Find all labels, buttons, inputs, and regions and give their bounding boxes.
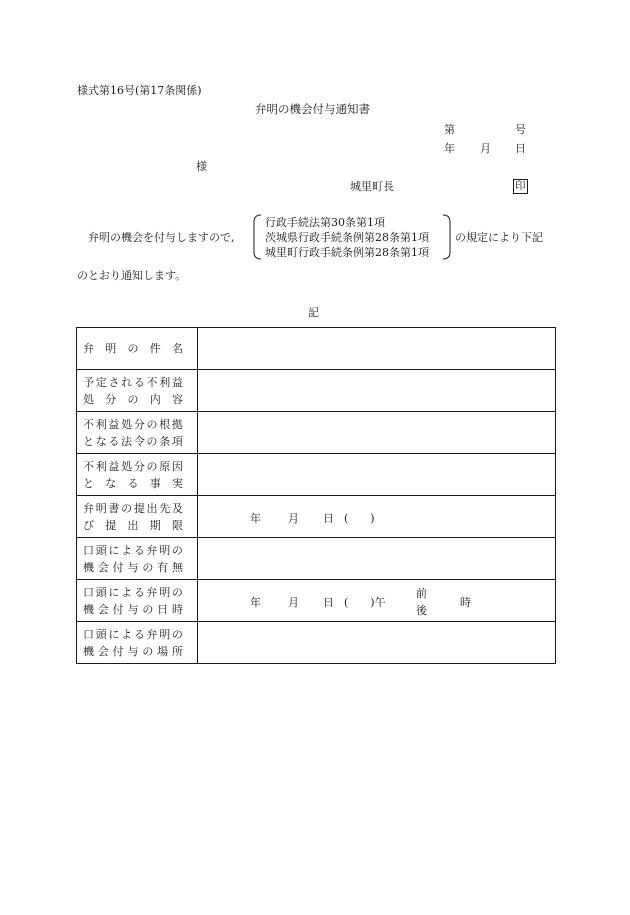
label-char: 付 <box>112 644 124 658</box>
label-line <box>83 340 183 357</box>
notice-table <box>76 327 556 664</box>
label-char: 法 <box>121 434 133 448</box>
label-char: と <box>83 476 94 490</box>
label-char: 与 <box>127 602 139 616</box>
label-line <box>83 374 183 391</box>
label-char: 弁 <box>146 627 158 641</box>
label-char: 与 <box>127 644 139 658</box>
row-label-disposition <box>77 370 198 412</box>
label-line <box>83 416 183 433</box>
law-item: 茨城県行政手続条例第28条第1項 <box>265 231 429 244</box>
label-char: 根 <box>159 417 171 431</box>
label-char: 不 <box>83 459 94 473</box>
label-char: 明 <box>159 627 171 641</box>
label-char: 与 <box>127 560 139 574</box>
ki-heading: 記 <box>308 306 319 319</box>
label-char: に <box>108 543 120 557</box>
body-lead-text: 弁明の機会を付与しますので, <box>88 231 235 244</box>
deadline-year: 年 <box>250 512 261 525</box>
label-char: に <box>108 585 120 599</box>
label-line <box>83 626 183 643</box>
recipient-honorific: 様 <box>196 160 207 173</box>
deadline-day: 日 <box>323 512 334 525</box>
label-char: 頭 <box>95 585 107 599</box>
label-char: 機 <box>83 602 94 616</box>
label-char: 分 <box>105 392 117 406</box>
label-char: 弁 <box>146 543 158 557</box>
table-row <box>77 538 556 580</box>
label-char: 日 <box>157 602 169 616</box>
issue-month: 月 <box>480 142 491 155</box>
label-char: 会 <box>97 560 109 574</box>
label-char: 利 <box>95 417 107 431</box>
form-number: 様式第16号(第17条関係) <box>77 84 202 97</box>
oral-datetime-field[interactable] <box>198 580 556 622</box>
label-char: 明 <box>105 342 117 355</box>
label-char: 所 <box>171 644 183 658</box>
label-char: 明 <box>159 585 171 599</box>
label-line <box>83 475 183 492</box>
label-char: の <box>127 392 139 406</box>
label-char: の <box>171 543 183 557</box>
label-char: に <box>108 627 120 641</box>
label-char: 時 <box>171 602 183 616</box>
label-char: 益 <box>108 459 120 473</box>
case-name-field[interactable] <box>198 328 556 370</box>
label-char: 口 <box>83 543 94 557</box>
sender-name: 城里町長 <box>350 180 394 193</box>
label-char: 機 <box>83 644 94 658</box>
label-char: 利 <box>95 459 107 473</box>
label-char: 実 <box>172 476 183 490</box>
label-char: 会 <box>97 602 109 616</box>
label-line <box>83 542 183 559</box>
hearing-weekday: ( )午 <box>344 596 386 609</box>
hearing-month: 月 <box>288 596 299 609</box>
label-char: さ <box>108 375 120 389</box>
label-char: 先 <box>159 501 171 515</box>
label-char: 利 <box>159 375 171 389</box>
label-char: の <box>121 501 133 515</box>
cause-facts-field[interactable] <box>198 454 556 496</box>
row-label-oral-availability <box>77 538 198 580</box>
table-row <box>77 412 556 454</box>
label-char: る <box>133 627 145 641</box>
table-row <box>77 496 556 538</box>
label-char: 明 <box>95 501 107 515</box>
label-char: 項 <box>171 434 183 448</box>
label-char: 原 <box>159 459 171 473</box>
table-row <box>77 580 556 622</box>
hearing-hour: 時 <box>460 596 471 609</box>
table-row <box>77 328 556 370</box>
label-char: 弁 <box>146 585 158 599</box>
label-char: 口 <box>83 585 94 599</box>
label-char: 出 <box>127 518 139 532</box>
body-second-line: のとおり通知します。 <box>77 269 187 282</box>
label-char: 有 <box>157 560 169 574</box>
law-item: 城里町行政手続条例第28条第1項 <box>265 246 429 259</box>
document-title: 弁明の機会付与通知書 <box>255 102 370 116</box>
label-char: 事 <box>149 476 161 490</box>
label-char: 弁 <box>83 342 94 355</box>
document-number-line <box>444 124 526 135</box>
deadline-weekday: ( ) <box>344 512 375 525</box>
hearing-day: 日 <box>323 596 334 609</box>
label-char: 処 <box>121 459 133 473</box>
disposition-field[interactable] <box>198 370 556 412</box>
label-char: 益 <box>108 417 120 431</box>
label-char: 容 <box>172 392 183 406</box>
hearing-year: 年 <box>250 596 261 609</box>
label-char: 提 <box>105 518 117 532</box>
label-char: 内 <box>149 392 161 406</box>
legal-basis-field[interactable] <box>198 412 556 454</box>
label-char: 条 <box>159 434 171 448</box>
label-line <box>83 601 183 618</box>
label-char: び <box>83 518 94 532</box>
row-label-legal-basis <box>77 412 198 454</box>
label-line <box>83 559 183 576</box>
label-char: 提 <box>133 501 145 515</box>
label-char: 弁 <box>83 501 94 515</box>
label-char: 不 <box>83 417 94 431</box>
table-row <box>77 370 556 412</box>
label-char: れ <box>121 375 133 389</box>
label-char: の <box>171 627 183 641</box>
row-label-oral-location <box>77 622 198 664</box>
label-line <box>83 458 183 475</box>
label-char: の <box>146 417 158 431</box>
label-char: 拠 <box>171 417 183 431</box>
label-char: な <box>95 434 107 448</box>
number-prefix: 第 <box>444 123 455 136</box>
label-char: 頭 <box>95 543 107 557</box>
oral-location-field[interactable] <box>198 622 556 664</box>
label-char: な <box>105 476 117 490</box>
label-char: よ <box>121 543 133 557</box>
row-label-case-name <box>77 328 198 370</box>
label-line <box>83 500 183 517</box>
seal-mark: 印 <box>515 180 526 192</box>
label-char: る <box>108 434 120 448</box>
issue-year: 年 <box>444 142 455 155</box>
label-line <box>83 584 183 601</box>
label-char: 限 <box>172 518 183 532</box>
label-char: 定 <box>95 375 107 389</box>
label-char: よ <box>121 627 133 641</box>
label-char: の <box>127 342 139 355</box>
label-char: 処 <box>83 392 94 406</box>
body-tail-text: の規定により下記 <box>455 231 543 244</box>
hearing-am: 前 <box>416 587 427 600</box>
hearing-pm: 後 <box>416 604 427 617</box>
label-char: 名 <box>172 342 183 355</box>
label-char: 無 <box>171 560 183 574</box>
label-char: よ <box>121 585 133 599</box>
row-label-oral-datetime <box>77 580 198 622</box>
label-char: 機 <box>83 560 94 574</box>
label-char: 予 <box>83 375 94 389</box>
label-char: の <box>171 585 183 599</box>
label-line <box>83 517 183 534</box>
label-char: 期 <box>149 518 161 532</box>
deadline-month: 月 <box>288 512 299 525</box>
label-char: 会 <box>97 644 109 658</box>
number-suffix: 号 <box>515 123 526 136</box>
label-line <box>83 643 183 660</box>
left-brace-icon <box>252 214 262 260</box>
label-char: る <box>133 375 145 389</box>
label-char: 分 <box>133 459 145 473</box>
label-line <box>83 433 183 450</box>
label-char: の <box>146 434 158 448</box>
right-brace-icon <box>442 214 452 260</box>
label-char: 因 <box>171 459 183 473</box>
submission-deadline-field[interactable] <box>198 496 556 538</box>
label-char: 場 <box>157 644 169 658</box>
row-label-submission <box>77 496 198 538</box>
issue-day: 日 <box>515 142 526 155</box>
label-char: る <box>127 476 139 490</box>
law-list <box>265 215 429 260</box>
label-char: 頭 <box>95 627 107 641</box>
table-row <box>77 454 556 496</box>
oral-availability-field[interactable] <box>198 538 556 580</box>
label-char: 令 <box>133 434 145 448</box>
row-label-cause-facts <box>77 454 198 496</box>
law-item: 行政手続法第30条第1項 <box>265 216 385 229</box>
label-char: 分 <box>133 417 145 431</box>
label-char: 益 <box>171 375 183 389</box>
label-char: 処 <box>121 417 133 431</box>
label-line <box>83 391 183 408</box>
table-row <box>77 622 556 664</box>
label-char: 書 <box>108 501 120 515</box>
label-char: と <box>83 434 94 448</box>
label-char: 明 <box>159 543 171 557</box>
label-char: 付 <box>112 560 124 574</box>
label-char: の <box>142 644 154 658</box>
label-char: る <box>133 585 145 599</box>
label-char: 口 <box>83 627 94 641</box>
label-char: 不 <box>146 375 158 389</box>
label-char: る <box>133 543 145 557</box>
label-char: 及 <box>171 501 183 515</box>
label-char: 付 <box>112 602 124 616</box>
label-char: の <box>142 560 154 574</box>
label-char: の <box>146 459 158 473</box>
label-char: の <box>142 602 154 616</box>
label-char: 出 <box>146 501 158 515</box>
label-char: 件 <box>149 342 161 355</box>
